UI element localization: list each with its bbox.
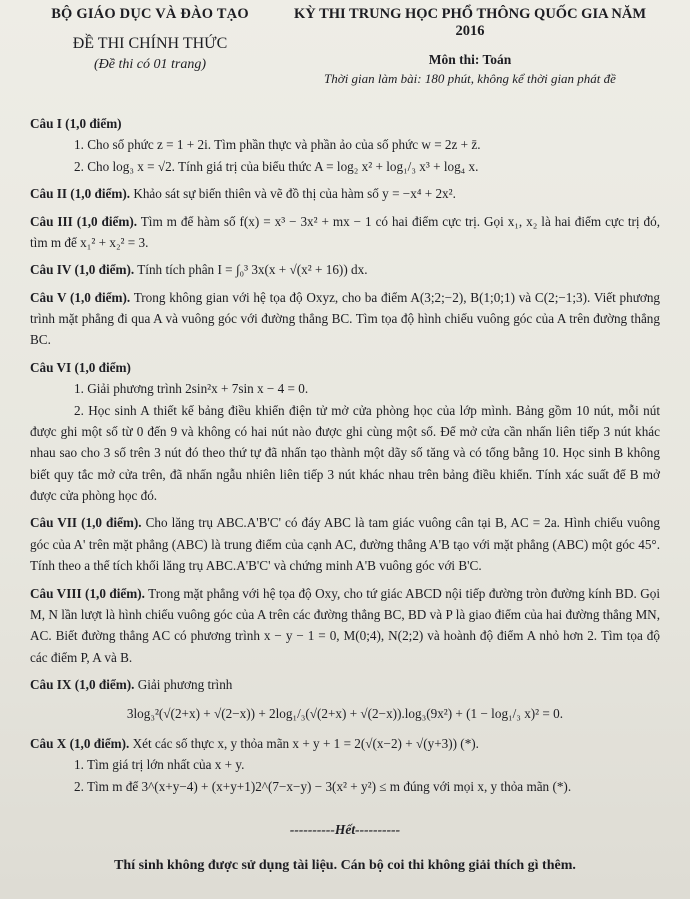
ministry-name: BỘ GIÁO DỤC VÀ ĐÀO TẠO [51, 6, 249, 22]
subject-label: Môn thi: Toán [428, 52, 512, 67]
question-item: 1. Cho số phức z = 1 + 2i. Tìm phần thực và phần ảo của số phức w = 2z + z̄. [74, 137, 481, 153]
question-head: Câu X (1,0 điểm). [30, 735, 130, 751]
question-text: Cho lăng trụ ABC.A'B'C' có đáy ABC là tam giác vuông cân tại B, AC = 2a. Hình chiếu vuông góc của A' trên mặt phẳng (ABC) là trung điểm của cạnh AC, đường thẳng A'B tạo với mặt phẳng (ABC) một góc 45°. Tính theo a thể tích khối lăng trụ ABC.A'B'C' và chứng minh A'B vuông góc với B'C. [30, 515, 660, 574]
official-label: ĐỀ THI CHÍNH THỨC [72, 35, 228, 52]
question-5 [30, 287, 660, 351]
question-item: 2. Học sinh A thiết kế bảng điều khiển điện tử mở cửa phòng học của lớp mình. Bảng gồm 10 nút, mỗi nút được ghi một số từ 0 đến 9 và không có hai nút nào được ghi cùng một số. Để mở cửa cần nhấn liên tiếp 3 nút khác nhau sao cho 3 số trên 3 nút đó theo thứ tự đã nhấn tạo thành một dãy số tăng và có tổng bằng 10. Học sinh B không biết quy tắc mở cửa trên, đã nhấn ngẫu nhiên liên tiếp 3 nút khác nhau trên bảng điều khiển. Tính xác suất để B mở được cửa phòng học đó. [30, 402, 660, 503]
question-head: Câu I (1,0 điểm) [30, 116, 122, 131]
question-7 [30, 512, 660, 576]
exam-title: KỲ THI TRUNG HỌC PHỔ THÔNG QUỐC GIA NĂM 2016 [293, 6, 647, 39]
question-head: Câu VI (1,0 điểm) [30, 359, 131, 375]
question-head: Câu VII (1,0 điểm). [30, 515, 142, 531]
pages-note: (Đề thi có 01 trang) [94, 57, 206, 72]
question-text: Giải phương trình [137, 677, 233, 692]
question-text: Xét các số thực x, y thỏa mãn x + y + 1 = 2(√(x−2) + √(y+3)) (*). [132, 735, 479, 751]
end-mark: ----------Hết---------- [289, 821, 401, 837]
question-text: Trong không gian với hệ tọa độ Oxyz, cho ba điểm A(3;2;−2), B(1;0;1) và C(2;−1;3). Viết phương trình mặt phẳng đi qua A và vuông góc với đường thẳng BC. Tìm tọa độ hình chiếu vuông góc của A trên đường thẳng BC. [30, 289, 661, 348]
question-head: Câu IX (1,0 điểm). [30, 677, 135, 692]
question-1 [30, 113, 660, 177]
questions-content [30, 113, 660, 877]
question-text: Tìm m để hàm số f(x) = x³ − 3x² + mx − 1 có hai điểm cực trị. Gọi x₁, x₂ là hai điểm cực trị đó, tìm m để x₁² + x₂² = 3. [30, 213, 661, 250]
question-3 [30, 211, 660, 254]
question-6 [30, 357, 660, 507]
question-text: Trong mặt phẳng với hệ tọa độ Oxy, cho tứ giác ABCD nội tiếp đường tròn đường kính BD. Gọi M, N lần lượt là hình chiếu vuông góc của A trên các đường thẳng BC, BD và P là giao điểm của hai đường thẳng MN, AC. Biết đường thẳng AC có phương trình x − y − 1 = 0, M(0;4), N(2;2) và hoành độ điểm A nhỏ hơn 2. Tìm tọa độ các điểm P, A và B. [30, 585, 661, 665]
question-head: Câu II (1,0 điểm). [30, 186, 131, 202]
question-text: Tính tích phân I = ∫₀³ 3x(x + √(x² + 16)) dx. [137, 262, 368, 278]
exam-header [30, 6, 660, 87]
question-head: Câu III (1,0 điểm). [30, 213, 138, 229]
question-4 [30, 259, 660, 280]
question-text: Khảo sát sự biến thiên và vẽ đồ thị của hàm số y = −x⁴ + 2x². [133, 186, 456, 202]
header-left [30, 6, 270, 87]
question-item: 1. Tìm giá trị lớn nhất của x + y. [74, 757, 245, 773]
question-item: 2. Cho log₃ x = √2. Tính giá trị của biểu thức A = log₂ x² + log₁/₃ x³ + log₄ x. [74, 158, 479, 174]
question-9 [30, 674, 660, 725]
question-2 [30, 183, 660, 204]
question-item: 1. Giải phương trình 2sin²x + 7sin x − 4 = 0. [74, 381, 309, 397]
question-item: 2. Tìm m để 3^(x+y−4) + (x+y+1)2^(7−x−y) − 3(x² + y²) ≤ m đúng với mọi x, y thỏa mãn (*). [74, 778, 572, 794]
question-head: Câu IV (1,0 điểm). [30, 262, 135, 278]
header-right [270, 6, 660, 87]
question-head: Câu V (1,0 điểm). [30, 289, 131, 305]
question-equation: 3log₃²(√(2+x) + √(2−x)) + 2log₁/₃(√(2+x) + √(2−x)).log₃(9x²) + (1 − log₁/₃ x)² = 0. [126, 706, 564, 722]
question-8 [30, 583, 660, 669]
question-head: Câu VIII (1,0 điểm). [30, 585, 145, 601]
time-note: Thời gian làm bài: 180 phút, không kể thời gian phát đề [324, 71, 616, 86]
question-10 [30, 733, 660, 797]
footer-note: Thí sinh không được sử dụng tài liệu. Cán bộ coi thi không giải thích gì thêm. [114, 857, 576, 873]
